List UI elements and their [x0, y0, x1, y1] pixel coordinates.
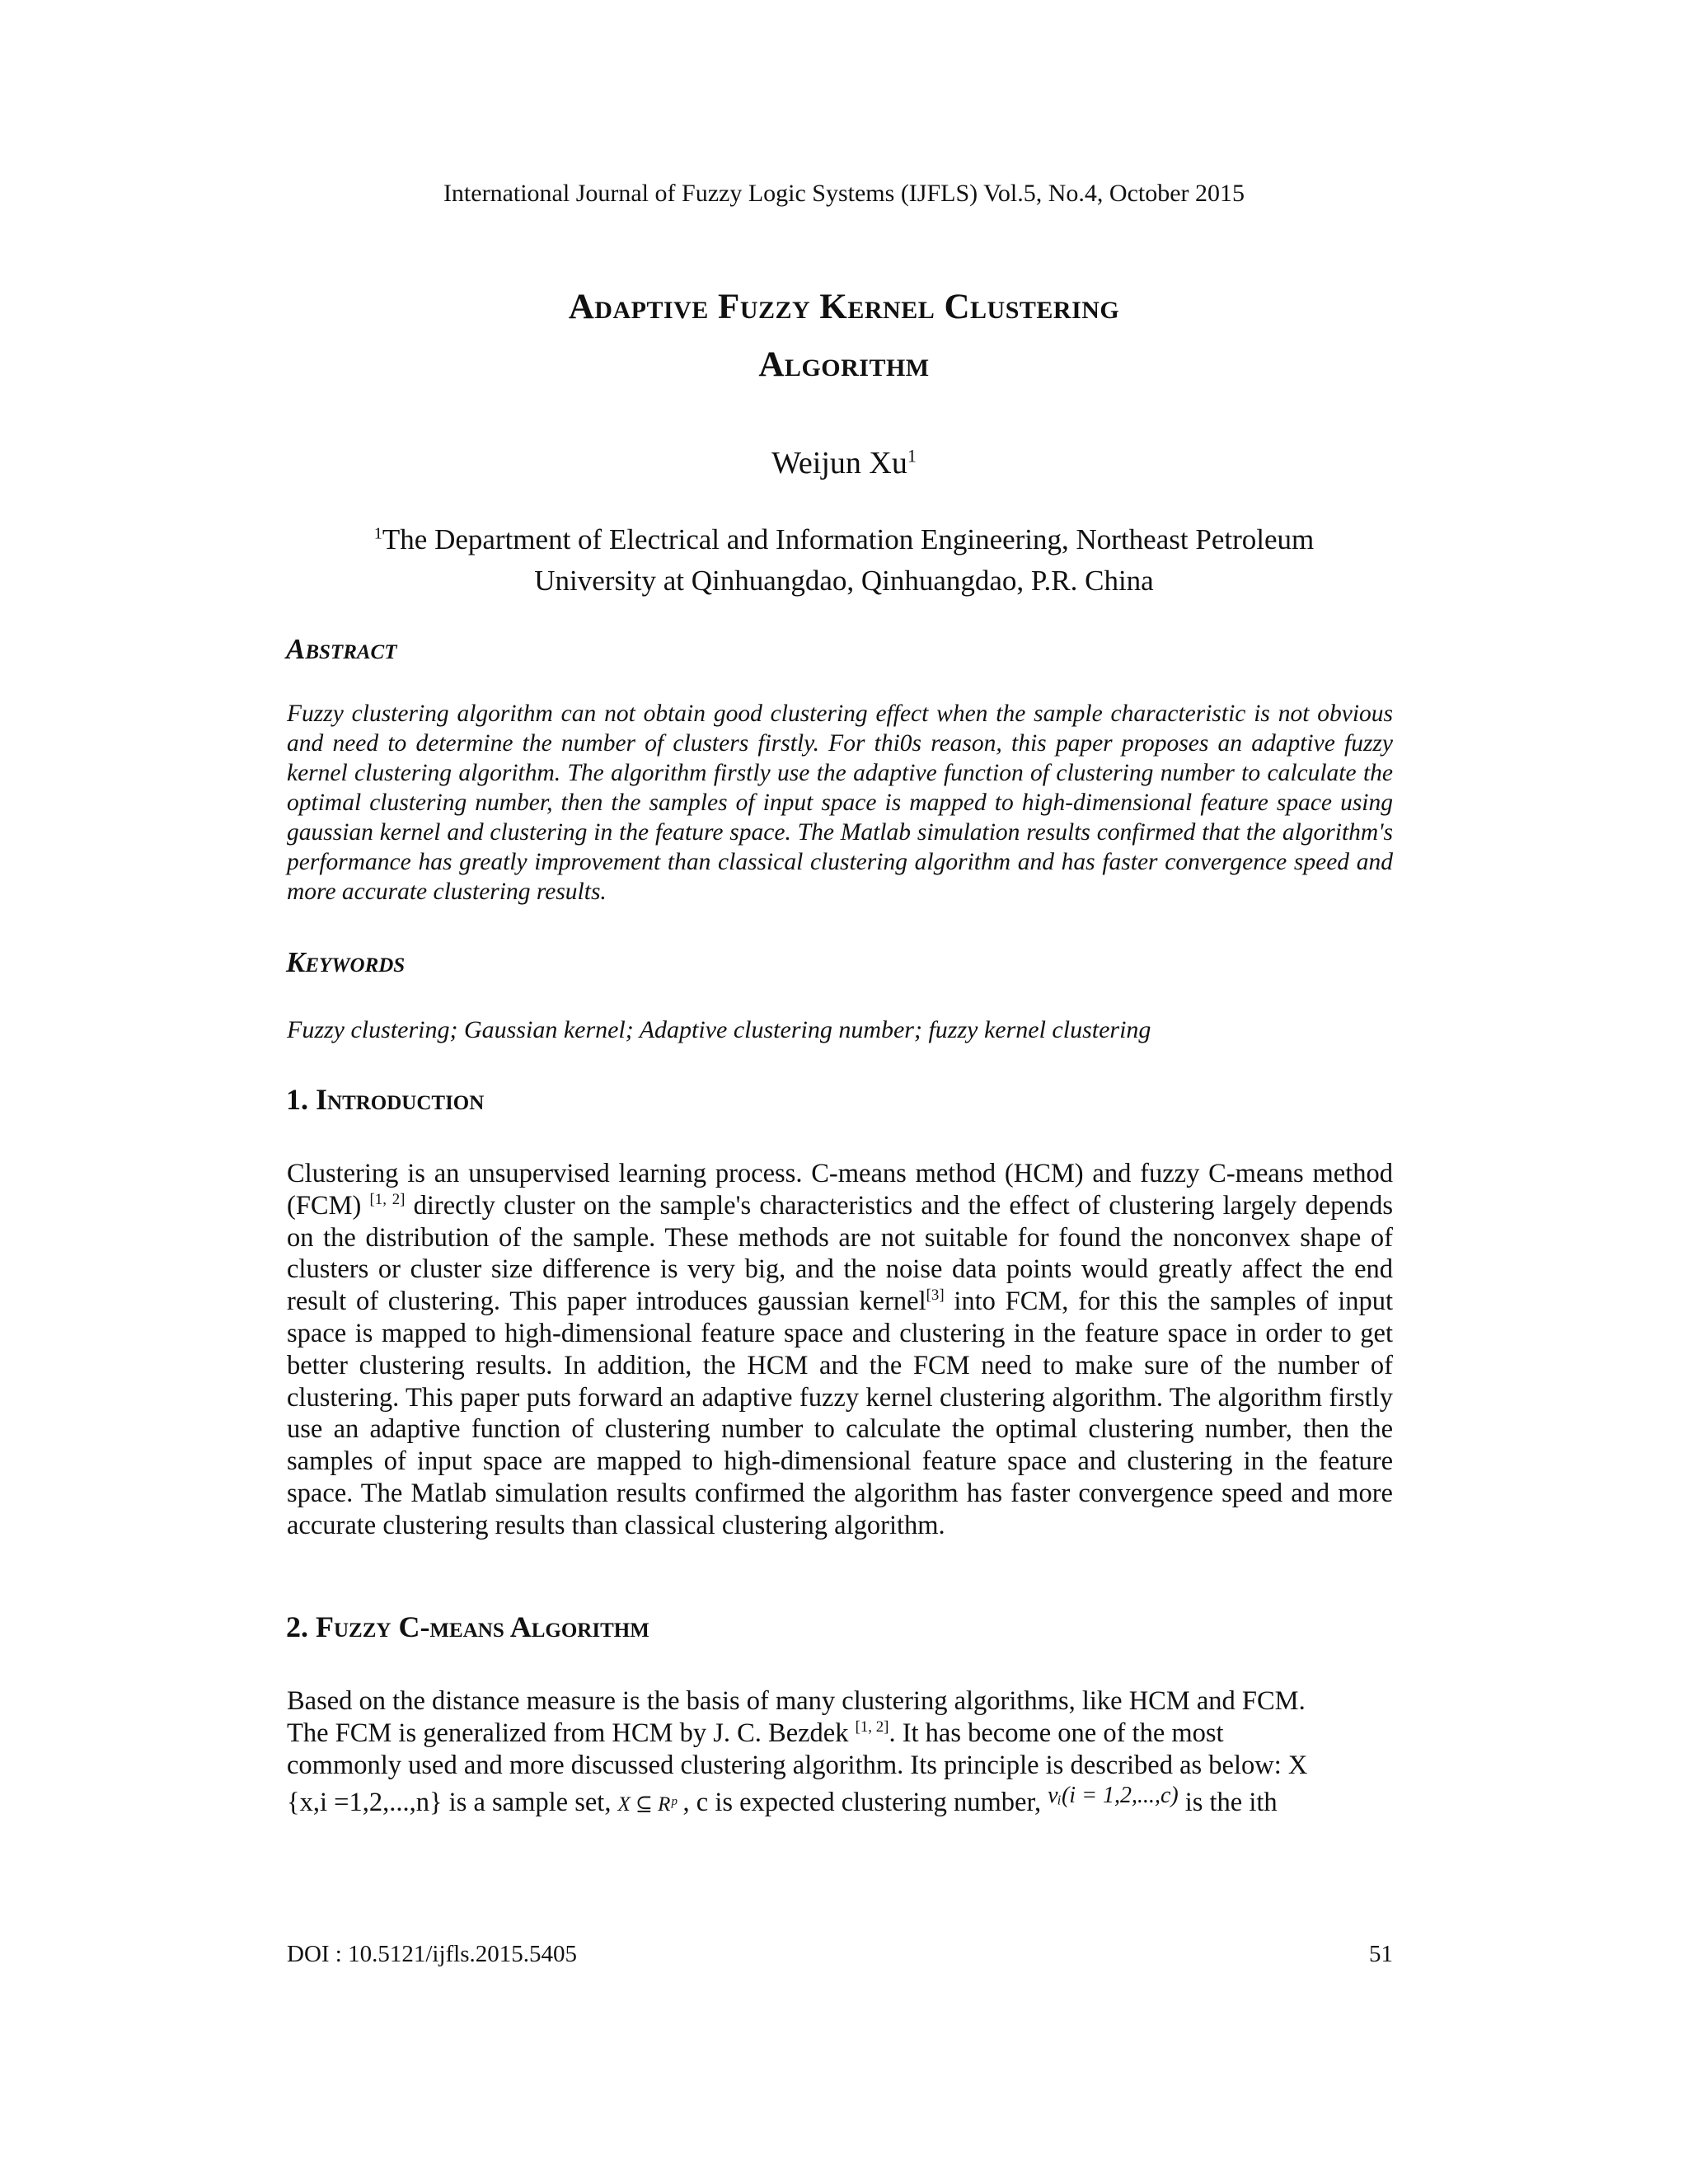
footer-doi: DOI : 10.5121/ijfls.2015.5405 — [287, 1941, 578, 1967]
fcm-line-4a: {x,i =1,2,...,n} is a sample set, — [287, 1788, 612, 1817]
cluster-center-formula: vᵢ(i = 1,2,...,c) — [1048, 1783, 1179, 1808]
journal-header: International Journal of Fuzzy Logic Systems (IJFLS) Vol.5, No.4, October 2015 — [443, 180, 1245, 207]
citation-3: [3] — [926, 1286, 945, 1305]
section-2-heading: 2. Fuzzy C-means Algorithm — [286, 1610, 649, 1643]
abstract-text: Fuzzy clustering algorithm can not obtain good clustering effect when the sample characteristic is not obvious and need to determine the number of clusters firstly. For thi0s reason, this paper proposes an adaptive fuzzy kernel clustering algorithm. The algorithm firstly use the adaptive function of clustering number to calculate the optimal clustering number, then the samples of input space is mapped to high-dimensional feature space using gaussian kernel and clustering in the feature space. The Matlab simulation results confirmed that the algorithm's performance has greatly improvement than classical clustering algorithm and has faster convergence speed and more accurate clustering results. — [287, 701, 1393, 905]
fcm-paragraph — [287, 1685, 1393, 1821]
fcm-line-4c: is the ith — [1184, 1788, 1278, 1817]
fcm-line-3: commonly used and more discussed clustering algorithm. Its principle is described as below: X — [287, 1750, 1308, 1780]
author-name: Weijun Xu — [771, 446, 907, 480]
intro-text-part-3: into FCM, for this the samples of input space is mapped to high-dimensional feature space and clustering in the feature space in order to get better clustering results. In addition, the HCM and the FCM need to make sure of the number of clustering. This paper puts forward an adaptive fuzzy kernel clustering algorithm. The algorithm firstly use an adaptive function of clustering number to calculate the optimal clustering number, then the samples of input space are mapped to high-dimensional feature space and clustering in the feature space. The Matlab simulation results confirmed the algorithm has faster convergence speed and more accurate clustering results than classical clustering algorithm. — [287, 1286, 1394, 1540]
author-superscript: 1 — [907, 445, 917, 466]
abstract-heading: Abstract — [286, 633, 397, 665]
title-line-2: Algorithm — [758, 345, 930, 384]
fcm-line-2b: . It has become one of the most — [889, 1718, 1224, 1748]
fcm-line-1: Based on the distance measure is the basis of many clustering algorithms, like HCM and FCM. — [287, 1686, 1306, 1716]
page-number: 51 — [1369, 1941, 1393, 1967]
title-line-1: Adaptive Fuzzy Kernel Clustering — [568, 288, 1120, 326]
author — [0, 445, 1688, 481]
citation-1-2: [1, 2] — [369, 1190, 406, 1208]
keywords-heading: Keywords — [286, 946, 406, 978]
affiliation-superscript: 1 — [373, 524, 382, 543]
subset-formula: X ⊆ Rᵖ — [617, 1793, 677, 1816]
affiliation-line-2: University at Qinhuangdao, Qinhuangdao, P.R. China — [534, 565, 1154, 597]
affiliation — [0, 519, 1688, 602]
section-1-heading: 1. Introduction — [286, 1083, 485, 1116]
intro-text-part-1: Clustering is an unsupervised learning process. C-means method (HCM) and fuzzy C-means method (FCM) — [287, 1159, 1393, 1221]
citation-bezdek: [1, 2] — [855, 1718, 889, 1736]
paper-title — [0, 279, 1688, 394]
fcm-line-4b: , c is expected clustering number, — [682, 1788, 1042, 1817]
introduction-paragraph — [287, 1158, 1393, 1542]
affiliation-line-1: The Department of Electrical and Information Engineering, Northeast Petroleum — [382, 523, 1315, 555]
fcm-line-2a: The FCM is generalized from HCM by J. C. Bezdek — [287, 1718, 856, 1748]
keywords-text: Fuzzy clustering; Gaussian kernel; Adaptive clustering number; fuzzy kernel clustering — [287, 1016, 1151, 1043]
intro-text-part-2: directly cluster on the sample's characteristics and the effect of clustering largely depends on the distribution of the sample. These methods are not suitable for found the nonconvex shape of clusters or cluster size difference is very big, and the noise data points would greatly affect the end result of clustering. This paper introduces gaussian kernel — [287, 1190, 1393, 1317]
